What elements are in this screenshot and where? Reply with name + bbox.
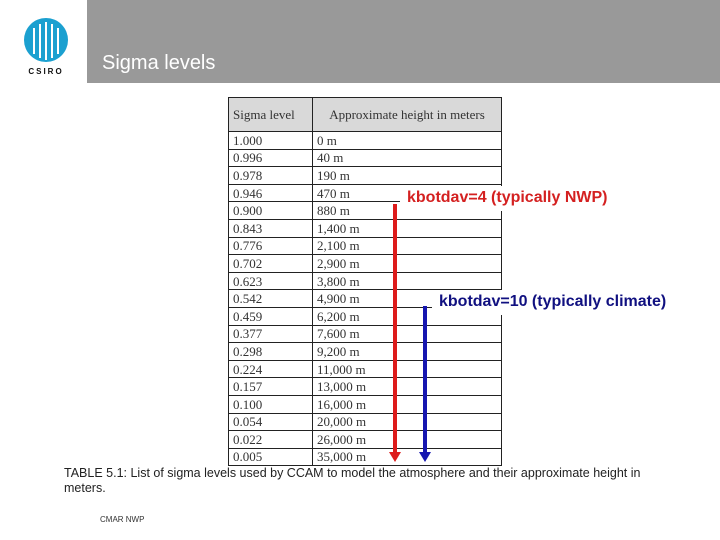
nwp-label: kbotdav=4 (typically NWP) <box>400 186 612 211</box>
sigma-cell: 0.843 <box>229 219 313 237</box>
height-cell: 6,200 m <box>313 307 502 325</box>
sigma-cell: 0.702 <box>229 255 313 273</box>
sigma-cell: 0.542 <box>229 290 313 308</box>
table-row <box>229 219 502 237</box>
table-row <box>229 149 502 167</box>
sigma-cell: 0.157 <box>229 378 313 396</box>
height-cell: 35,000 m <box>313 448 502 466</box>
height-cell: 880 m <box>313 202 502 220</box>
table-row <box>229 448 502 466</box>
sigma-cell: 0.054 <box>229 413 313 431</box>
table-row <box>229 255 502 273</box>
table-row <box>229 167 502 185</box>
height-cell: 0 m <box>313 132 502 150</box>
table-row <box>229 378 502 396</box>
height-cell: 16,000 m <box>313 395 502 413</box>
height-cell: 4,900 m <box>313 290 502 308</box>
height-cell: 7,600 m <box>313 325 502 343</box>
table-row <box>229 360 502 378</box>
sigma-cell: 0.224 <box>229 360 313 378</box>
nwp-arrow <box>393 204 397 454</box>
csiro-logo <box>20 16 72 78</box>
table-row <box>229 132 502 150</box>
sigma-cell: 0.776 <box>229 237 313 255</box>
height-cell: 11,000 m <box>313 360 502 378</box>
height-cell: 3,800 m <box>313 272 502 290</box>
height-cell: 470 m <box>313 184 502 202</box>
table-row <box>229 272 502 290</box>
table-row <box>229 413 502 431</box>
slide-title: Sigma levels <box>102 52 216 74</box>
svg-text:CSIRO: CSIRO <box>28 67 64 76</box>
sigma-cell: 0.005 <box>229 448 313 466</box>
climate-label: kbotdav=10 (typically climate) <box>432 290 670 315</box>
sigma-cell: 0.022 <box>229 431 313 449</box>
height-cell: 1,400 m <box>313 219 502 237</box>
sigma-cell: 0.996 <box>229 149 313 167</box>
height-cell: 20,000 m <box>313 413 502 431</box>
height-cell: 13,000 m <box>313 378 502 396</box>
height-cell: 2,100 m <box>313 237 502 255</box>
climate-arrowhead <box>419 452 431 462</box>
table-row <box>229 395 502 413</box>
footer-text: CMAR NWP <box>100 515 145 524</box>
column-header: Approximate height in meters <box>313 98 502 132</box>
table-row <box>229 343 502 361</box>
sigma-cell: 0.623 <box>229 272 313 290</box>
sigma-cell: 0.459 <box>229 307 313 325</box>
column-header: Sigma level <box>229 98 313 132</box>
climate-arrow <box>423 306 427 454</box>
table-row <box>229 237 502 255</box>
sigma-cell: 0.298 <box>229 343 313 361</box>
table-row <box>229 431 502 449</box>
sigma-cell: 0.900 <box>229 202 313 220</box>
table-row <box>229 325 502 343</box>
nwp-arrowhead <box>389 452 401 462</box>
table-caption: TABLE 5.1: List of sigma levels used by CCAM to model the atmosphere and their approximate height in meters. <box>64 466 641 495</box>
height-cell: 190 m <box>313 167 502 185</box>
sigma-cell: 1.000 <box>229 132 313 150</box>
sigma-cell: 0.978 <box>229 167 313 185</box>
height-cell: 26,000 m <box>313 431 502 449</box>
header-bar <box>87 0 720 83</box>
height-cell: 40 m <box>313 149 502 167</box>
sigma-cell: 0.946 <box>229 184 313 202</box>
height-cell: 2,900 m <box>313 255 502 273</box>
sigma-cell: 0.100 <box>229 395 313 413</box>
sigma-levels-table <box>228 97 502 466</box>
height-cell: 9,200 m <box>313 343 502 361</box>
sigma-cell: 0.377 <box>229 325 313 343</box>
